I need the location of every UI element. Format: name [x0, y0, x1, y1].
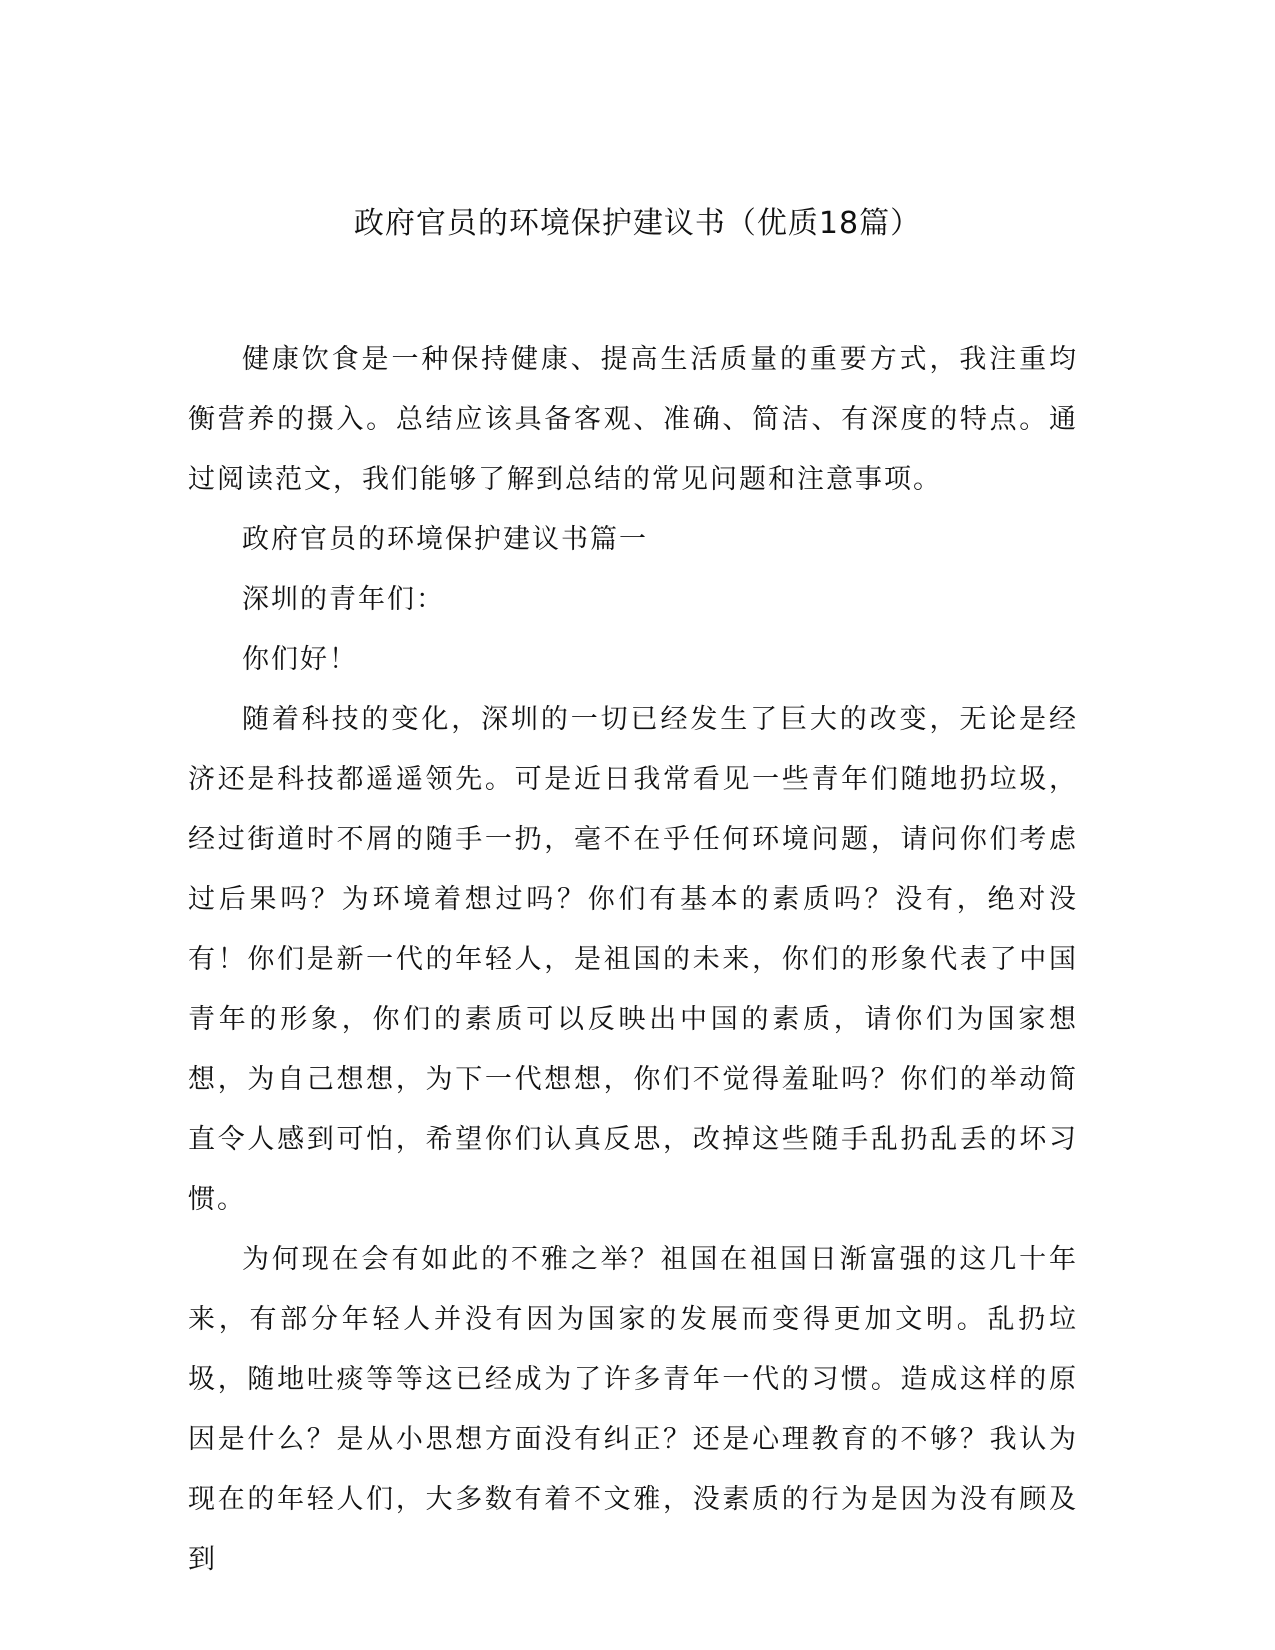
- body-paragraph-2: 为何现在会有如此的不雅之举？祖国在祖国日渐富强的这几十年来，有部分年轻人并没有因为国家的发展而变得更加文明。乱扔垃圾，随地吐痰等等这已经成为了许多青年一代的习惯。造成这样的原因是什么？是从小思想方面没有纠正？还是心理教育的不够？我认为现在的年轻人们，大多数有着不文雅，没素质的行为是因为没有顾及到: [188, 1244, 1078, 1575]
- intro-paragraph: 健康饮食是一种保持健康、提高生活质量的重要方式，我注重均衡营养的摄入。总结应该具备客观、准确、简洁、有深度的特点。通过阅读范文，我们能够了解到总结的常见问题和注意事项。: [188, 344, 1078, 495]
- body-paragraph-1: 随着科技的变化，深圳的一切已经发生了巨大的改变，无论是经济还是科技都遥遥领先。可是近日我常看见一些青年们随地扔垃圾，经过街道时不屑的随手一扔，毫不在乎任何环境问题，请问你们考虑过后果吗？为环境着想过吗？你们有基本的素质吗？没有，绝对没有！你们是新一代的年轻人，是祖国的未来，你们的形象代表了中国青年的形象，你们的素质可以反映出中国的素质，请你们为国家想想，为自己想想，为下一代想想，你们不觉得羞耻吗？你们的举动简直令人感到可怕，希望你们认真反思，改掉这些随手乱扔乱丢的坏习惯。: [188, 704, 1078, 1215]
- section-heading: 政府官员的环境保护建议书篇一: [242, 524, 648, 555]
- document-body: [188, 330, 1078, 1590]
- document-title: 政府官员的环境保护建议书（优质18篇）: [353, 206, 922, 241]
- greeting: 你们好！: [242, 644, 358, 675]
- salutation: 深圳的青年们：: [242, 584, 445, 615]
